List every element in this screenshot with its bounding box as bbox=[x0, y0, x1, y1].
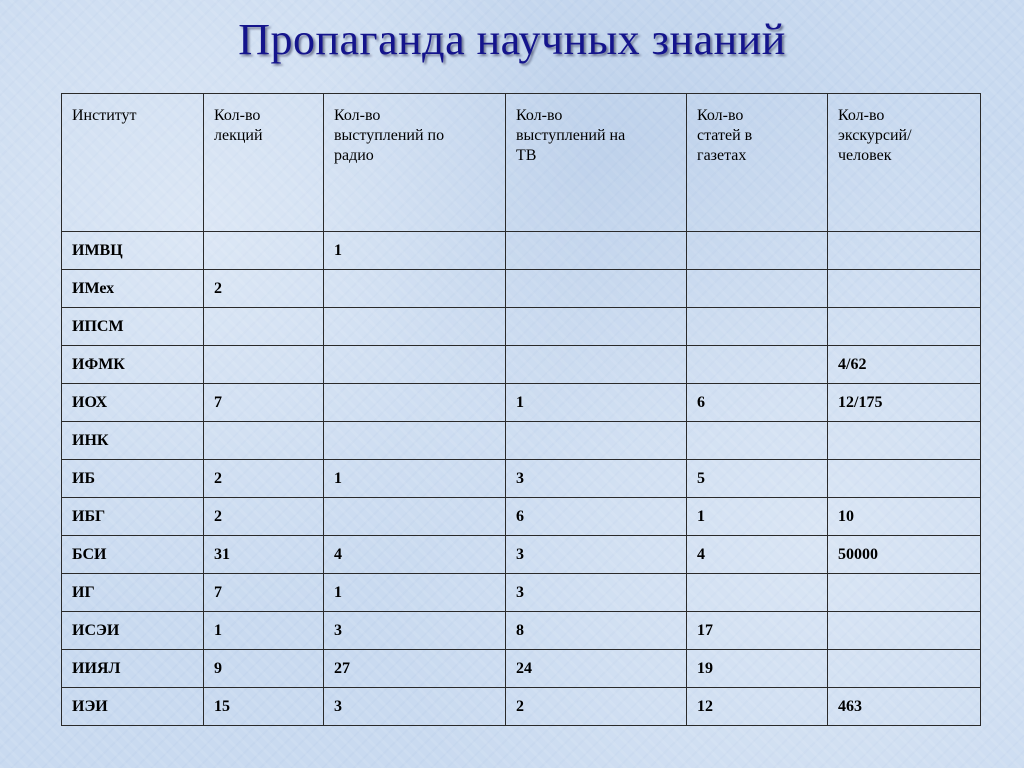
table-cell: 2 bbox=[204, 460, 324, 498]
column-header-line: человек bbox=[838, 147, 892, 164]
table-cell: 1 bbox=[324, 232, 506, 270]
column-header-line: Институт bbox=[72, 107, 137, 124]
table-cell: 5 bbox=[687, 460, 828, 498]
column-header bbox=[204, 94, 324, 232]
column-header-line: Кол-во bbox=[334, 107, 381, 124]
table-cell bbox=[204, 422, 324, 460]
table-cell: 3 bbox=[506, 536, 687, 574]
table-cell bbox=[506, 232, 687, 270]
table-cell bbox=[506, 346, 687, 384]
table-row bbox=[62, 612, 981, 650]
table-cell: 12 bbox=[687, 688, 828, 726]
table-row bbox=[62, 460, 981, 498]
table-cell: 27 bbox=[324, 650, 506, 688]
institute-cell: ИБГ bbox=[62, 498, 204, 536]
table-cell bbox=[324, 422, 506, 460]
table-cell bbox=[324, 346, 506, 384]
column-header-line: выступлений по bbox=[334, 127, 445, 144]
table-row bbox=[62, 346, 981, 384]
column-header bbox=[687, 94, 828, 232]
table-cell: 3 bbox=[506, 460, 687, 498]
table-cell: 2 bbox=[204, 498, 324, 536]
column-header-line: Кол-во bbox=[697, 107, 744, 124]
table-cell: 4 bbox=[687, 536, 828, 574]
table-cell: 10 bbox=[828, 498, 981, 536]
table-row bbox=[62, 650, 981, 688]
institute-cell: ИОХ bbox=[62, 384, 204, 422]
table-cell: 1 bbox=[324, 460, 506, 498]
table-cell bbox=[204, 232, 324, 270]
table-cell: 4/62 bbox=[828, 346, 981, 384]
table-row bbox=[62, 536, 981, 574]
table-cell bbox=[324, 270, 506, 308]
institute-cell: ИМех bbox=[62, 270, 204, 308]
table-cell: 9 bbox=[204, 650, 324, 688]
table-cell: 7 bbox=[204, 574, 324, 612]
table-cell bbox=[828, 574, 981, 612]
table-row bbox=[62, 574, 981, 612]
table-cell bbox=[324, 498, 506, 536]
table-cell: 6 bbox=[506, 498, 687, 536]
table-cell bbox=[828, 650, 981, 688]
institute-cell: ИСЭИ bbox=[62, 612, 204, 650]
table-row bbox=[62, 308, 981, 346]
table-cell bbox=[828, 460, 981, 498]
table-cell bbox=[687, 574, 828, 612]
table-cell bbox=[828, 232, 981, 270]
column-header-line: Кол-во bbox=[838, 107, 885, 124]
table-body bbox=[62, 232, 981, 726]
table-cell: 1 bbox=[324, 574, 506, 612]
table-cell: 7 bbox=[204, 384, 324, 422]
data-table bbox=[61, 93, 981, 726]
column-header bbox=[506, 94, 687, 232]
table-cell: 24 bbox=[506, 650, 687, 688]
institute-cell: ИФМК bbox=[62, 346, 204, 384]
table-cell bbox=[506, 308, 687, 346]
table-row bbox=[62, 270, 981, 308]
table-cell bbox=[828, 612, 981, 650]
table-cell: 50000 bbox=[828, 536, 981, 574]
column-header-line: радио bbox=[334, 147, 374, 164]
page-title: Пропаганда научных знаний bbox=[238, 15, 786, 64]
table-cell bbox=[828, 422, 981, 460]
institute-cell: ИИЯЛ bbox=[62, 650, 204, 688]
institute-cell: ИЭИ bbox=[62, 688, 204, 726]
table-cell: 15 bbox=[204, 688, 324, 726]
table-cell bbox=[687, 270, 828, 308]
table-row bbox=[62, 688, 981, 726]
table-row bbox=[62, 422, 981, 460]
table-cell: 6 bbox=[687, 384, 828, 422]
table-cell: 2 bbox=[204, 270, 324, 308]
table-row bbox=[62, 384, 981, 422]
table-header-row bbox=[62, 94, 981, 232]
institute-cell: ИМВЦ bbox=[62, 232, 204, 270]
institute-cell: ИНК bbox=[62, 422, 204, 460]
table-cell bbox=[204, 346, 324, 384]
institute-cell: ИПСМ bbox=[62, 308, 204, 346]
table-cell bbox=[687, 422, 828, 460]
table-cell bbox=[687, 232, 828, 270]
table-cell: 1 bbox=[204, 612, 324, 650]
column-header-line: газетах bbox=[697, 147, 747, 164]
table-cell: 19 bbox=[687, 650, 828, 688]
column-header-line: ТВ bbox=[516, 147, 537, 164]
column-header-line: Кол-во bbox=[516, 107, 563, 124]
table-cell: 4 bbox=[324, 536, 506, 574]
table-cell bbox=[204, 308, 324, 346]
table-cell: 31 bbox=[204, 536, 324, 574]
column-header bbox=[62, 94, 204, 232]
table-cell: 17 bbox=[687, 612, 828, 650]
table-cell: 463 bbox=[828, 688, 981, 726]
table-cell bbox=[828, 308, 981, 346]
table-cell: 3 bbox=[324, 612, 506, 650]
table-cell bbox=[324, 308, 506, 346]
table-cell bbox=[687, 308, 828, 346]
table-cell: 1 bbox=[506, 384, 687, 422]
table-cell: 3 bbox=[324, 688, 506, 726]
table-cell bbox=[828, 270, 981, 308]
table-cell bbox=[324, 384, 506, 422]
table-cell: 2 bbox=[506, 688, 687, 726]
table-row bbox=[62, 232, 981, 270]
table-cell: 8 bbox=[506, 612, 687, 650]
institute-cell: ИБ bbox=[62, 460, 204, 498]
column-header-line: лекций bbox=[214, 127, 263, 144]
column-header bbox=[324, 94, 506, 232]
table-cell bbox=[506, 422, 687, 460]
column-header bbox=[828, 94, 981, 232]
table-cell: 1 bbox=[687, 498, 828, 536]
column-header-line: экскурсий/ bbox=[838, 127, 912, 144]
table-cell bbox=[506, 270, 687, 308]
column-header-line: выступлений на bbox=[516, 127, 626, 144]
table-row bbox=[62, 498, 981, 536]
table-cell bbox=[687, 346, 828, 384]
institute-cell: ИГ bbox=[62, 574, 204, 612]
table-cell: 3 bbox=[506, 574, 687, 612]
institute-cell: БСИ bbox=[62, 536, 204, 574]
table-cell: 12/175 bbox=[828, 384, 981, 422]
column-header-line: статей в bbox=[697, 127, 753, 144]
column-header-line: Кол-во bbox=[214, 107, 261, 124]
